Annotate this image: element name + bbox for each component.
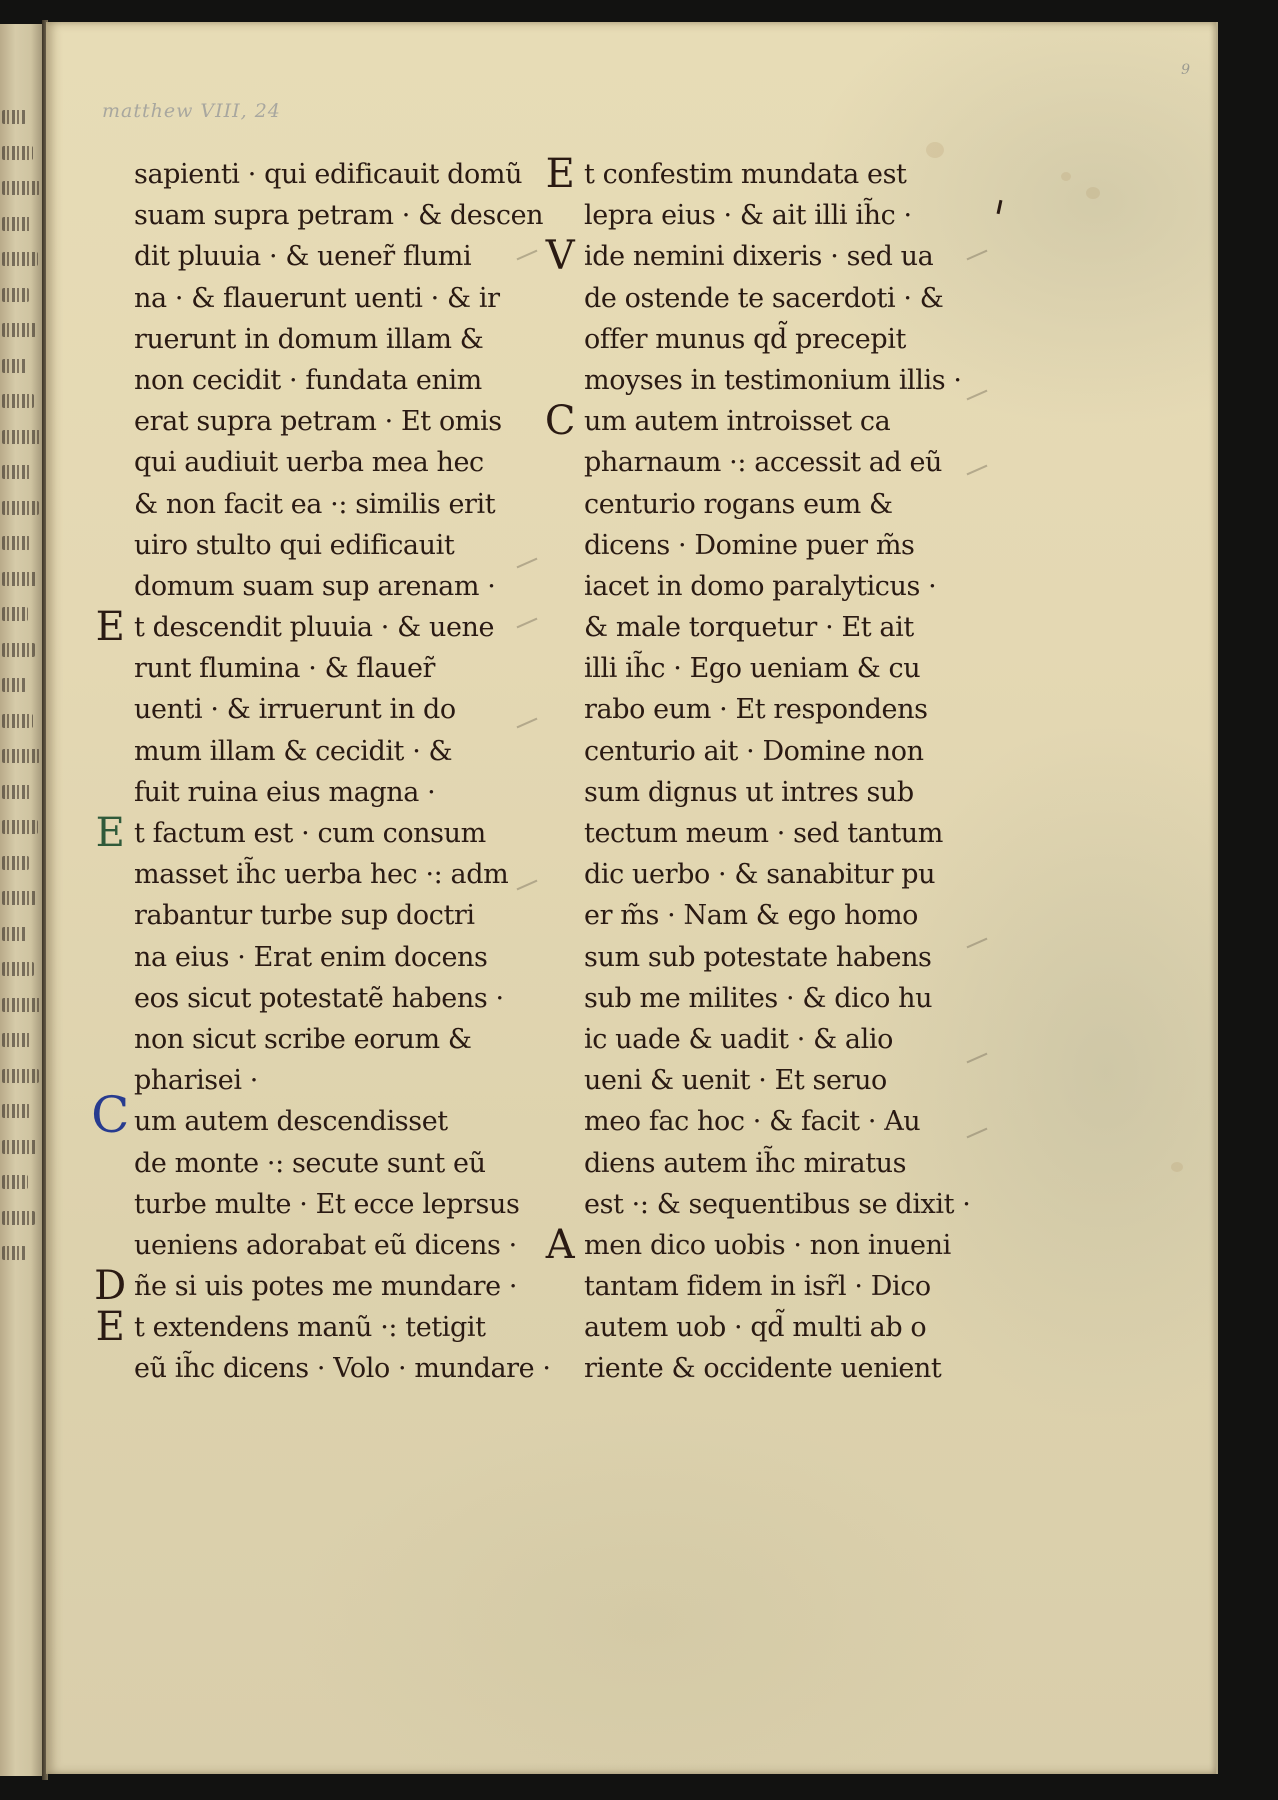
line-text: dicens · Domine puer m̃s [584,529,915,561]
facing-page-text-stroke [2,1175,28,1189]
line-text: ueniens adorabat eũ dicens · [134,1229,517,1261]
initial-letter: C [91,1086,129,1145]
line-text: men dico uobis · non inueni [584,1229,951,1261]
line-text: ide nemini dixeris · sed ua [584,241,934,273]
manuscript-line [540,151,960,197]
manuscript-line [90,895,510,936]
line-text: erat supra petram · Et omis [134,406,502,438]
manuscript-line [90,1225,517,1266]
facing-page-text-stroke [2,1104,30,1118]
manuscript-line [540,484,960,525]
manuscript-line [540,1348,960,1389]
line-text: & male torquetur · Et ait [584,612,914,644]
manuscript-line [540,895,960,936]
margin-ruling-tick [967,390,988,401]
initial-letter: D [94,1263,126,1310]
facing-page-text-stroke [2,181,40,195]
facing-page-text-stroke [2,501,39,515]
facing-page-text-stroke [2,288,29,302]
manuscript-line [540,813,960,854]
facing-page-edge [0,24,44,1776]
line-text: pharnaum ·: accessit ad eũ [584,447,943,479]
line-text: ueni & uenit · Et seruo [584,1065,887,1097]
margin-ruling-tick [967,465,988,476]
manuscript-line [540,525,960,566]
margin-ruling-tick [517,880,538,891]
line-text: t confestim mundata est [584,159,907,190]
text-column-right [540,151,971,1390]
manuscript-line [90,525,510,566]
line-text: runt flumina · & flauer̃ [134,653,436,685]
initial-letter: V [545,233,575,280]
facing-page-text-stroke [2,820,38,834]
facing-page-text-stroke [2,252,38,266]
line-text: er m̃s · Nam & ego homo [584,900,918,932]
manuscript-line [540,319,960,360]
facing-page-text-stroke [2,856,29,870]
manuscript-line [90,731,510,772]
facing-page-text-stroke [2,536,30,550]
facing-page-text-stroke [2,465,32,479]
line-text: masset ih̃c uerba hec ·: adm [134,859,509,891]
line-text: offer munus qd̃ precepit [584,323,906,355]
manuscript-line [540,607,960,648]
manuscript-line [90,1060,510,1101]
line-text: eos sicut potestatẽ habens · [134,982,504,1014]
facing-page-text-stroke [2,998,41,1012]
manuscript-line [90,1348,551,1389]
manuscript-line [90,360,510,401]
manuscript-line [90,401,510,442]
line-text: centurio ait · Domine non [584,735,924,767]
manuscript-line [540,731,960,772]
line-text: t extendens manũ ·: tetigit [134,1312,486,1344]
manuscript-line [90,854,510,895]
facing-page-text-stroke [2,607,28,621]
manuscript-line [90,1304,510,1351]
facing-page-text-stroke [2,785,31,799]
manuscript-line [540,360,960,401]
initial-letter: A [545,1221,575,1268]
manuscript-line [540,278,960,319]
manuscript-line [540,689,960,730]
line-text: fuit ruina eius magna · [134,776,436,808]
margin-ruling-tick [967,1128,988,1139]
facing-page-text-stroke [2,359,27,373]
line-text: rabantur turbe sup doctri [134,900,475,932]
line-text: sapienti · qui edificauit domũ [134,159,523,190]
facing-page-text-stroke [2,962,34,976]
manuscript-line [90,154,523,195]
facing-page-text-stroke [2,217,31,231]
facing-page-text-stroke [2,1033,32,1047]
facing-page-text-stroke [2,394,34,408]
line-text: sum dignus ut intres sub [584,776,914,808]
facing-page-text-stroke [2,110,26,124]
facing-page-text-stroke [2,146,33,160]
line-text: mum illam & cecidit · & [134,735,453,767]
line-text: moyses in testimonium illis · [584,364,962,396]
initial-letter: E [95,1304,125,1351]
facing-page-text-stroke [2,1069,39,1083]
line-text: pharisei · [134,1065,258,1097]
line-text: non cecidit · fundata enim [134,364,482,396]
initial-letter: E [545,151,575,197]
line-text: iacet in domo paralyticus · [584,570,937,602]
manuscript-line [540,978,960,1019]
pencil-chapter-reference: matthew VIII, 24 [102,100,281,122]
line-text: suam supra petram · & descen [134,200,544,232]
line-text: turbe multe · Et ecce leprsus [134,1188,520,1220]
page-stain [1061,172,1071,181]
manuscript-line [540,195,960,236]
facing-page-text-stroke [2,572,37,586]
manuscript-line [540,1307,960,1348]
line-text: na · & flauerunt uenti · & ir [134,282,500,314]
margin-ruling-tick [517,558,538,569]
line-text: rabo eum · Et respondens [584,694,928,726]
initial-letter: C [544,398,576,445]
line-text: autem uob · qd̃ multi ab o [584,1312,927,1344]
line-text: de ostende te sacerdoti · & [584,282,944,314]
line-text: ruerunt in domum illam & [134,323,484,355]
margin-ruling-tick [967,1053,988,1064]
manuscript-line [90,442,510,483]
facing-page-text-stroke [2,749,40,763]
line-text: meo fac hoc · & facit · Au [584,1106,921,1138]
manuscript-line [90,1143,510,1184]
margin-ruling-tick [517,618,538,629]
line-text: dic uerbo · & sanabitur pu [584,859,936,891]
manuscript-line [90,1086,510,1145]
manuscript-line [90,1263,518,1310]
line-text: tectum meum · sed tantum [584,818,943,849]
line-text: sum sub potestate habens [584,941,932,973]
margin-ruling-tick [517,250,538,261]
facing-page-text-stroke [2,1246,26,1260]
manuscript-line [90,484,510,525]
manuscript-line [540,1221,960,1268]
line-text: non sicut scribe eorum & [134,1023,472,1055]
margin-ruling-tick [517,718,538,729]
manuscript-line [90,648,510,689]
facing-page-text-stroke [2,1211,35,1225]
line-text: & non facit ea ·: similis erit [134,488,496,520]
manuscript-line [540,648,960,689]
facing-page-text-stroke [2,678,26,692]
manuscript-line [540,854,960,895]
line-text: eũ ih̃c dicens · Volo · mundare · [134,1353,551,1385]
manuscript-line [540,1266,960,1307]
manuscript-line [90,810,510,856]
text-column-left [90,154,551,1390]
manuscript-line [540,1184,971,1225]
line-text: sub me milites · & dico hu [584,982,933,1014]
line-text: na eius · Erat enim docens [134,941,488,973]
folio-number: 9 [1181,62,1190,78]
page-stain [1171,1162,1183,1172]
manuscript-line [540,1101,960,1142]
manuscript-line [90,1184,520,1225]
manuscript-line [540,1143,960,1184]
line-text: um autem introisset ca [584,406,891,438]
manuscript-line [540,937,960,978]
line-text: lepra eius · & ait illi ih̃c · [584,200,912,232]
manuscript-line [540,442,960,483]
manuscript-line [90,604,510,651]
line-text: de monte ·: secute sunt eũ [134,1147,486,1179]
manuscript-line [90,195,544,236]
facing-page-text-stroke [2,891,36,905]
manuscript-line [90,278,510,319]
facing-page-text-stroke [2,323,36,337]
manuscript-line [540,1060,960,1101]
manuscript-page [46,22,1218,1774]
line-text: centurio rogans eum & [584,488,893,520]
margin-ruling-tick [967,938,988,949]
line-text: est ·: & sequentibus se dixit · [584,1188,971,1220]
line-text: t descendit pluuia · & uene [134,612,495,644]
manuscript-line [90,937,510,978]
manuscript-line [90,978,510,1019]
line-text: uenti · & irruerunt in do [134,694,456,726]
line-text: um autem descendisset [134,1106,448,1138]
line-text: domum suam sup arenam · [134,570,496,602]
manuscript-line [540,1019,960,1060]
ink-mark [997,200,1003,214]
manuscript-line [90,566,510,607]
manuscript-line [540,233,960,280]
facing-page-text-fragments [2,110,42,1282]
initial-letter: E [95,604,125,651]
line-text: illi ih̃c · Ego ueniam & cu [584,653,921,685]
line-text: t factum est · cum consum [134,818,486,849]
page-stain [1086,187,1100,199]
facing-page-text-stroke [2,1140,37,1154]
line-text: uiro stulto qui edificauit [134,529,455,561]
facing-page-text-stroke [2,430,41,444]
facing-page-text-stroke [2,643,35,657]
facing-page-text-stroke [2,927,27,941]
manuscript-line [540,772,960,813]
line-text: dit pluuia · & uener̃ flumi [134,241,472,273]
manuscript-line [90,689,510,730]
manuscript-line [90,319,510,360]
manuscript-line [540,566,960,607]
line-text: riente & occidente uenient [584,1353,942,1385]
initial-letter: E [95,810,125,856]
line-text: ñe si uis potes me mundare · [134,1271,518,1303]
line-text: diens autem ih̃c miratus [584,1147,907,1179]
margin-ruling-tick [967,250,988,261]
manuscript-line [90,236,510,277]
manuscript-line [540,398,960,445]
facing-page-text-stroke [2,714,33,728]
manuscript-line [90,772,510,813]
line-text: ic uade & uadit · & alio [584,1023,893,1055]
manuscript-line [90,1019,510,1060]
line-text: qui audiuit uerba mea hec [134,447,484,479]
line-text: tantam fidem in isr̃l · Dico [584,1271,931,1303]
